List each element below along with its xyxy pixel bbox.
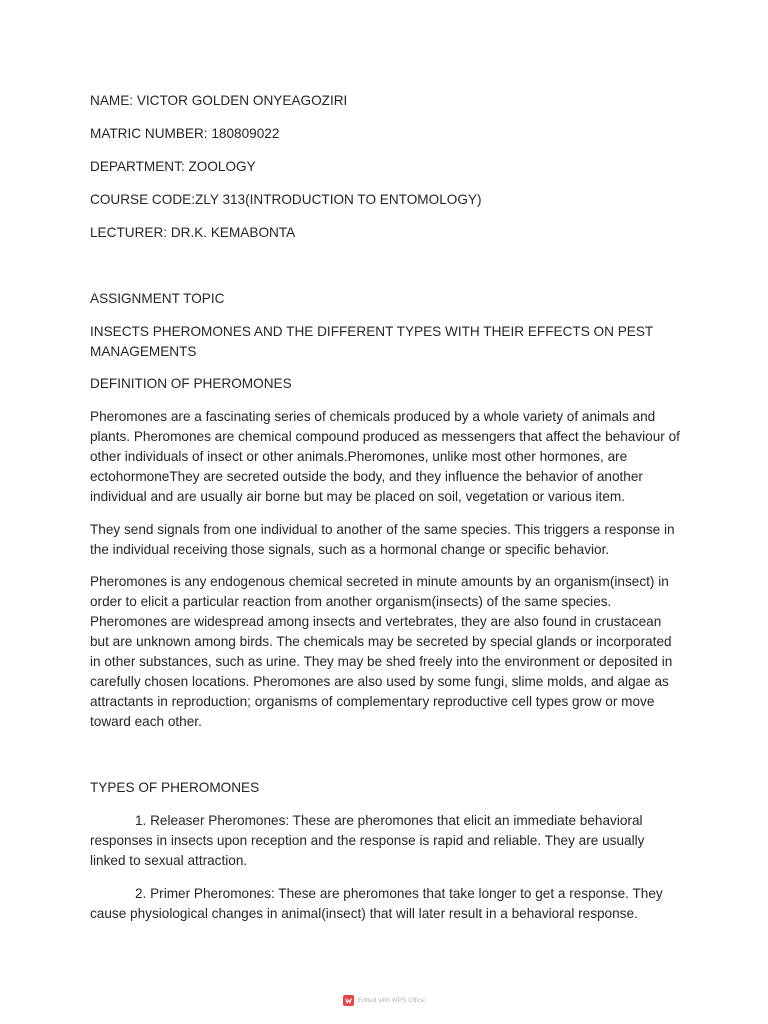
footer-watermark	[0, 995, 768, 1006]
department: DEPARTMENT: ZOOLOGY	[90, 159, 256, 174]
matric-number: MATRIC NUMBER: 180809022	[90, 126, 280, 141]
footer-text: Edited with WPS Office	[357, 997, 426, 1004]
wps-logo-icon	[343, 995, 354, 1006]
types-heading: TYPES OF PHEROMONES	[90, 780, 260, 795]
assignment-topic: INSECTS PHEROMONES AND THE DIFFERENT TYPES WITH THEIR EFFECTS ON PEST MANAGEMENTS	[90, 324, 653, 359]
student-name: NAME: VICTOR GOLDEN ONYEAGOZIRI	[90, 93, 348, 108]
types-item-primer: 2. Primer Pheromones: These are pheromones that take longer to get a response. They cause physiological changes in animal(insect) that will later result in a behavioral response.	[90, 886, 663, 921]
definition-paragraph-2: They send signals from one individual to another of the same species. This triggers a response in the individual receiving those signals, such as a hormonal change or specific behavior.	[90, 522, 675, 557]
assignment-label: ASSIGNMENT TOPIC	[90, 291, 225, 306]
definition-paragraph-1: Pheromones are a fascinating series of chemicals produced by a whole variety of animals and plants. Pheromones are chemical compound produced as messengers that affect the behaviour of other individuals of insect or other animals.Pheromones, unlike most other hormones, are ectohormoneThey are secreted outside the body, and they influence the behavior of another individual and are usually air borne but may be placed on soil, vegetation or various item.	[90, 409, 680, 504]
lecturer: LECTURER: DR.K. KEMABONTA	[90, 225, 296, 240]
types-item-releaser: 1. Releaser Pheromones: These are pheromones that elicit an immediate behavioral responses in insects upon reception and the response is rapid and reliable. They are usually linked to sexual attraction.	[90, 813, 645, 868]
definition-paragraph-3: Pheromones is any endogenous chemical secreted in minute amounts by an organism(insect) in order to elicit a particular reaction from another organism(insects) of the same species. Pheromones are widespread among insects and vertebrates, they are also found in crustacean but are unknown among birds. The chemicals may be secreted by special glands or incorporated in other substances, such as urine. They may be shed freely into the environment or deposited in carefully chosen locations. Pheromones are also used by some fungi, slime molds, and algae as attractants in reproduction; organisms of complementary reproductive cell types grow or move toward each other.	[90, 574, 673, 729]
course-code: COURSE CODE:ZLY 313(INTRODUCTION TO ENTOMOLOGY)	[90, 192, 482, 207]
definition-heading: DEFINITION OF PHEROMONES	[90, 376, 292, 391]
